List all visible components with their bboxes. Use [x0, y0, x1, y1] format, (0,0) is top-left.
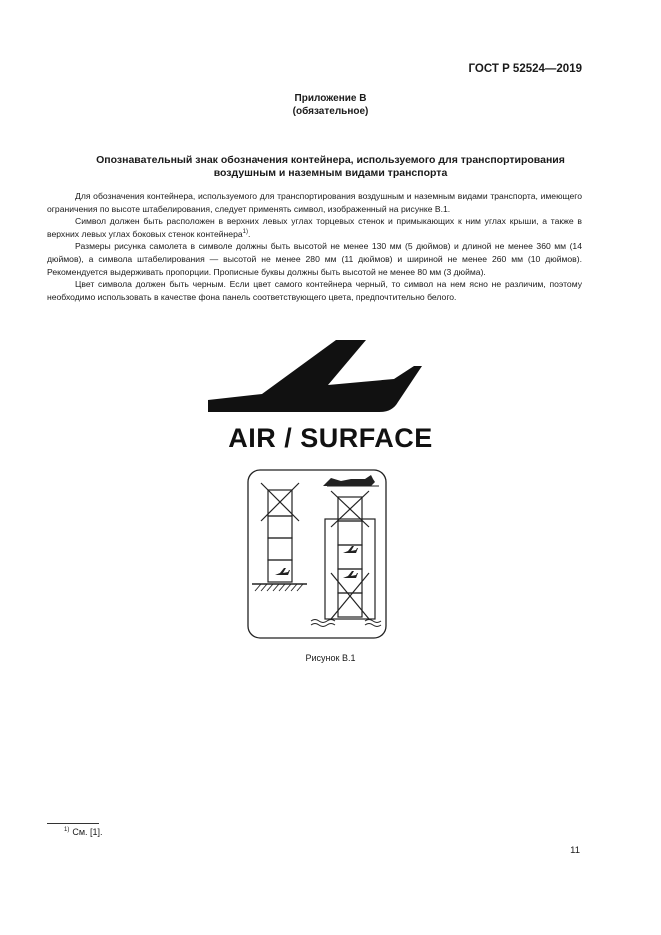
paragraph-3: Размеры рисунка самолета в символе должны быть высотой не менее 130 мм (5 дюймов) и длиной не менее 360 мм (14 дюймов), а символа штабелирования — высотой не менее 280 мм (11 дюймов) и шириной не менее 260 мм (10 дюймов). Рекомендуется выдерживать пропорции. Прописные буквы должны быть высотой не менее 80 мм (3 дюйма).	[47, 241, 582, 277]
section-title	[50, 154, 611, 180]
airplane-icon	[208, 338, 422, 416]
section-title-line-1: Опознавательный знак обозначения контейнера, используемого для транспортирования	[96, 154, 565, 166]
standard-number: ГОСТ Р 52524—2019	[468, 63, 582, 75]
paragraph-2	[47, 215, 582, 240]
body-text	[47, 190, 582, 303]
paragraph-2-end: .	[247, 228, 251, 239]
paragraph-2-text: Символ должен быть расположен в верхних левых углах торцевых стенок и примыкающих к ним углах крыши, а также в верхних левых углах боковых стенок контейнера	[47, 216, 582, 239]
footnote-separator	[47, 823, 99, 824]
annex-status: (обязательное)	[292, 106, 369, 117]
footnote	[64, 827, 103, 837]
paragraph-4: Цвет символа должен быть черным. Если цвет самого контейнера черный, то символ на нем ясно не различим, поэтому необходимо использовать в качестве фона панель соответствующего цвета, предпочтительно белого.	[47, 279, 582, 302]
footnote-marker: 1)	[64, 827, 70, 833]
annex-title: Приложение В	[294, 93, 367, 104]
stacking-limit-icon	[247, 469, 387, 641]
figure-caption: Рисунок В.1	[305, 653, 356, 663]
footnote-ref: 1)	[242, 228, 248, 235]
page-number: 11	[570, 845, 580, 856]
annex-heading	[0, 92, 661, 118]
footnote-text: См. [1].	[72, 827, 103, 837]
paragraph-1: Для обозначения контейнера, используемого для транспортирования воздушным и наземным видами транспорта, имеющего ограничения по высоте штабелирования, следует применять символ, изображенный на рисунке В.1.	[47, 191, 582, 214]
air-surface-label: AIR / SURFACE	[228, 423, 433, 453]
section-title-line-2: воздушным и наземным видами транспорта	[213, 167, 448, 179]
